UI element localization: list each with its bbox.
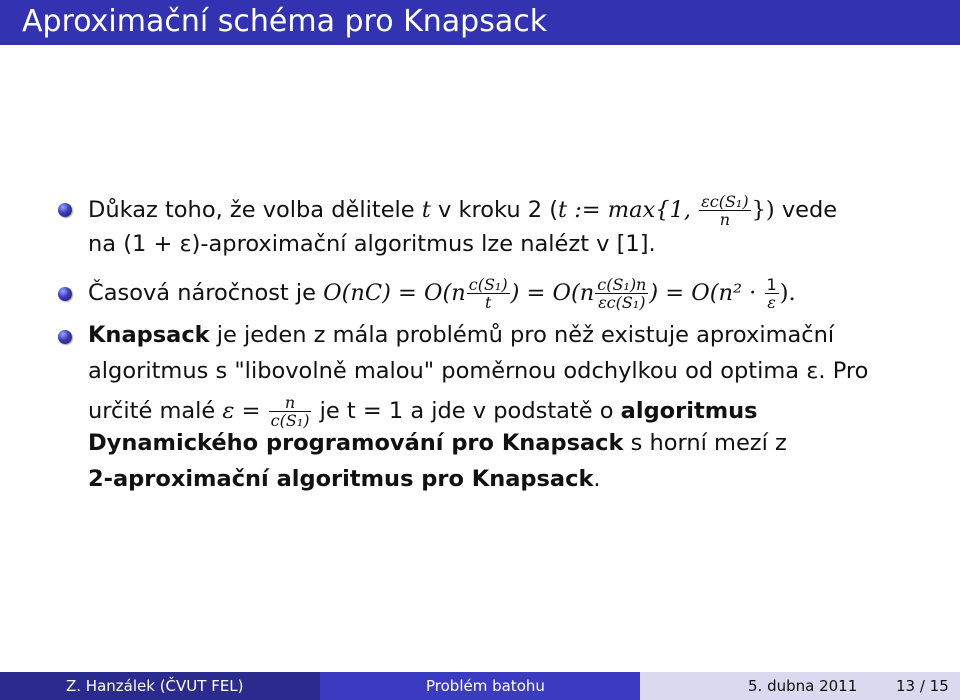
- bullet-3-formula: ε =: [222, 398, 268, 424]
- fraction-numerator: n: [284, 393, 296, 412]
- bullet-2-formula: ).: [779, 280, 796, 306]
- bullet-3-line-1: [88, 320, 834, 350]
- footer-title: Problém batohu: [426, 677, 545, 695]
- bullet-3-bold: algoritmus: [620, 398, 758, 424]
- bullet-3-text: určité malé: [88, 398, 223, 424]
- bullet-3-line-4: [88, 428, 787, 458]
- fraction-numerator: εc(S₁): [701, 192, 749, 211]
- fraction-numerator: c(S₁)n: [597, 275, 647, 294]
- bullet-1-formula: }): [751, 197, 775, 223]
- fraction-denominator: εc(S₁): [595, 293, 648, 311]
- bullet-3-line-5: [88, 464, 601, 494]
- fraction-numerator: c(S₁): [468, 275, 508, 294]
- footer-date: 5. dubna 2011: [748, 677, 858, 695]
- bullet-3-text: s horní mezí z: [623, 430, 787, 456]
- bullet-2-formula: O(nC) = O(n: [323, 280, 466, 306]
- bullet-3-text: .: [593, 466, 601, 492]
- fraction-denominator: n: [699, 210, 750, 228]
- bullet-1-line-1: [88, 193, 837, 228]
- bullet-icon: [58, 330, 72, 344]
- bullet-2-formula: ) = O(n: [510, 280, 595, 306]
- bullet-2-text: Časová náročnost je: [88, 280, 324, 306]
- footer-date-section: [640, 672, 960, 700]
- bullet-1-var: t: [421, 197, 431, 223]
- bullet-3-bold: 2-aproximační algoritmus pro Knapsack: [88, 466, 594, 492]
- bullet-1-text: v kroku 2 (: [430, 197, 559, 223]
- bullet-1-text: vede: [774, 197, 838, 223]
- bullet-1-text: Důkaz toho, že volba dělitele: [88, 197, 422, 223]
- bullet-3-text: je t = 1 a jde v podstatě o: [312, 398, 621, 424]
- bullet-3-bold: Knapsack: [88, 322, 210, 348]
- fraction: [699, 193, 750, 228]
- bullet-3-line-3: [88, 394, 758, 429]
- fraction: [595, 276, 648, 311]
- footer-page-number: 13 / 15: [896, 677, 949, 695]
- footer-author-section: [0, 672, 320, 700]
- footer-title-section: [320, 672, 640, 700]
- fraction: [269, 394, 312, 429]
- bullet-2-line-1: [88, 276, 796, 311]
- fraction: [765, 276, 779, 311]
- slide-footer: [0, 672, 960, 700]
- fraction-denominator: ε: [765, 293, 779, 311]
- bullet-3-line-2: algoritmus s "libovolně malou" poměrnou odchylkou od optima ε. Pro: [88, 358, 869, 384]
- bullet-1-formula: t := max{1,: [558, 197, 699, 223]
- bullet-1-line-2: na (1 + ε)-aproximační algoritmus lze nalézt v [1].: [88, 231, 656, 257]
- fraction-denominator: t: [467, 293, 510, 311]
- bullet-icon: [58, 287, 72, 301]
- bullet-3-bold: Dynamického programování pro Knapsack: [88, 430, 624, 456]
- bullet-3-text: je jeden z mála problémů pro něž existuje aproximační: [209, 322, 835, 348]
- bullet-2-formula: ) = O(n² ·: [649, 280, 764, 306]
- bullet-icon: [58, 203, 72, 217]
- slide-title: Aproximační schéma pro Knapsack: [22, 4, 548, 39]
- fraction-numerator: 1: [766, 275, 777, 294]
- fraction: [467, 276, 510, 311]
- fraction-denominator: c(S₁): [270, 411, 310, 430]
- footer-author: Z. Hanzálek (ČVUT FEL): [66, 677, 244, 695]
